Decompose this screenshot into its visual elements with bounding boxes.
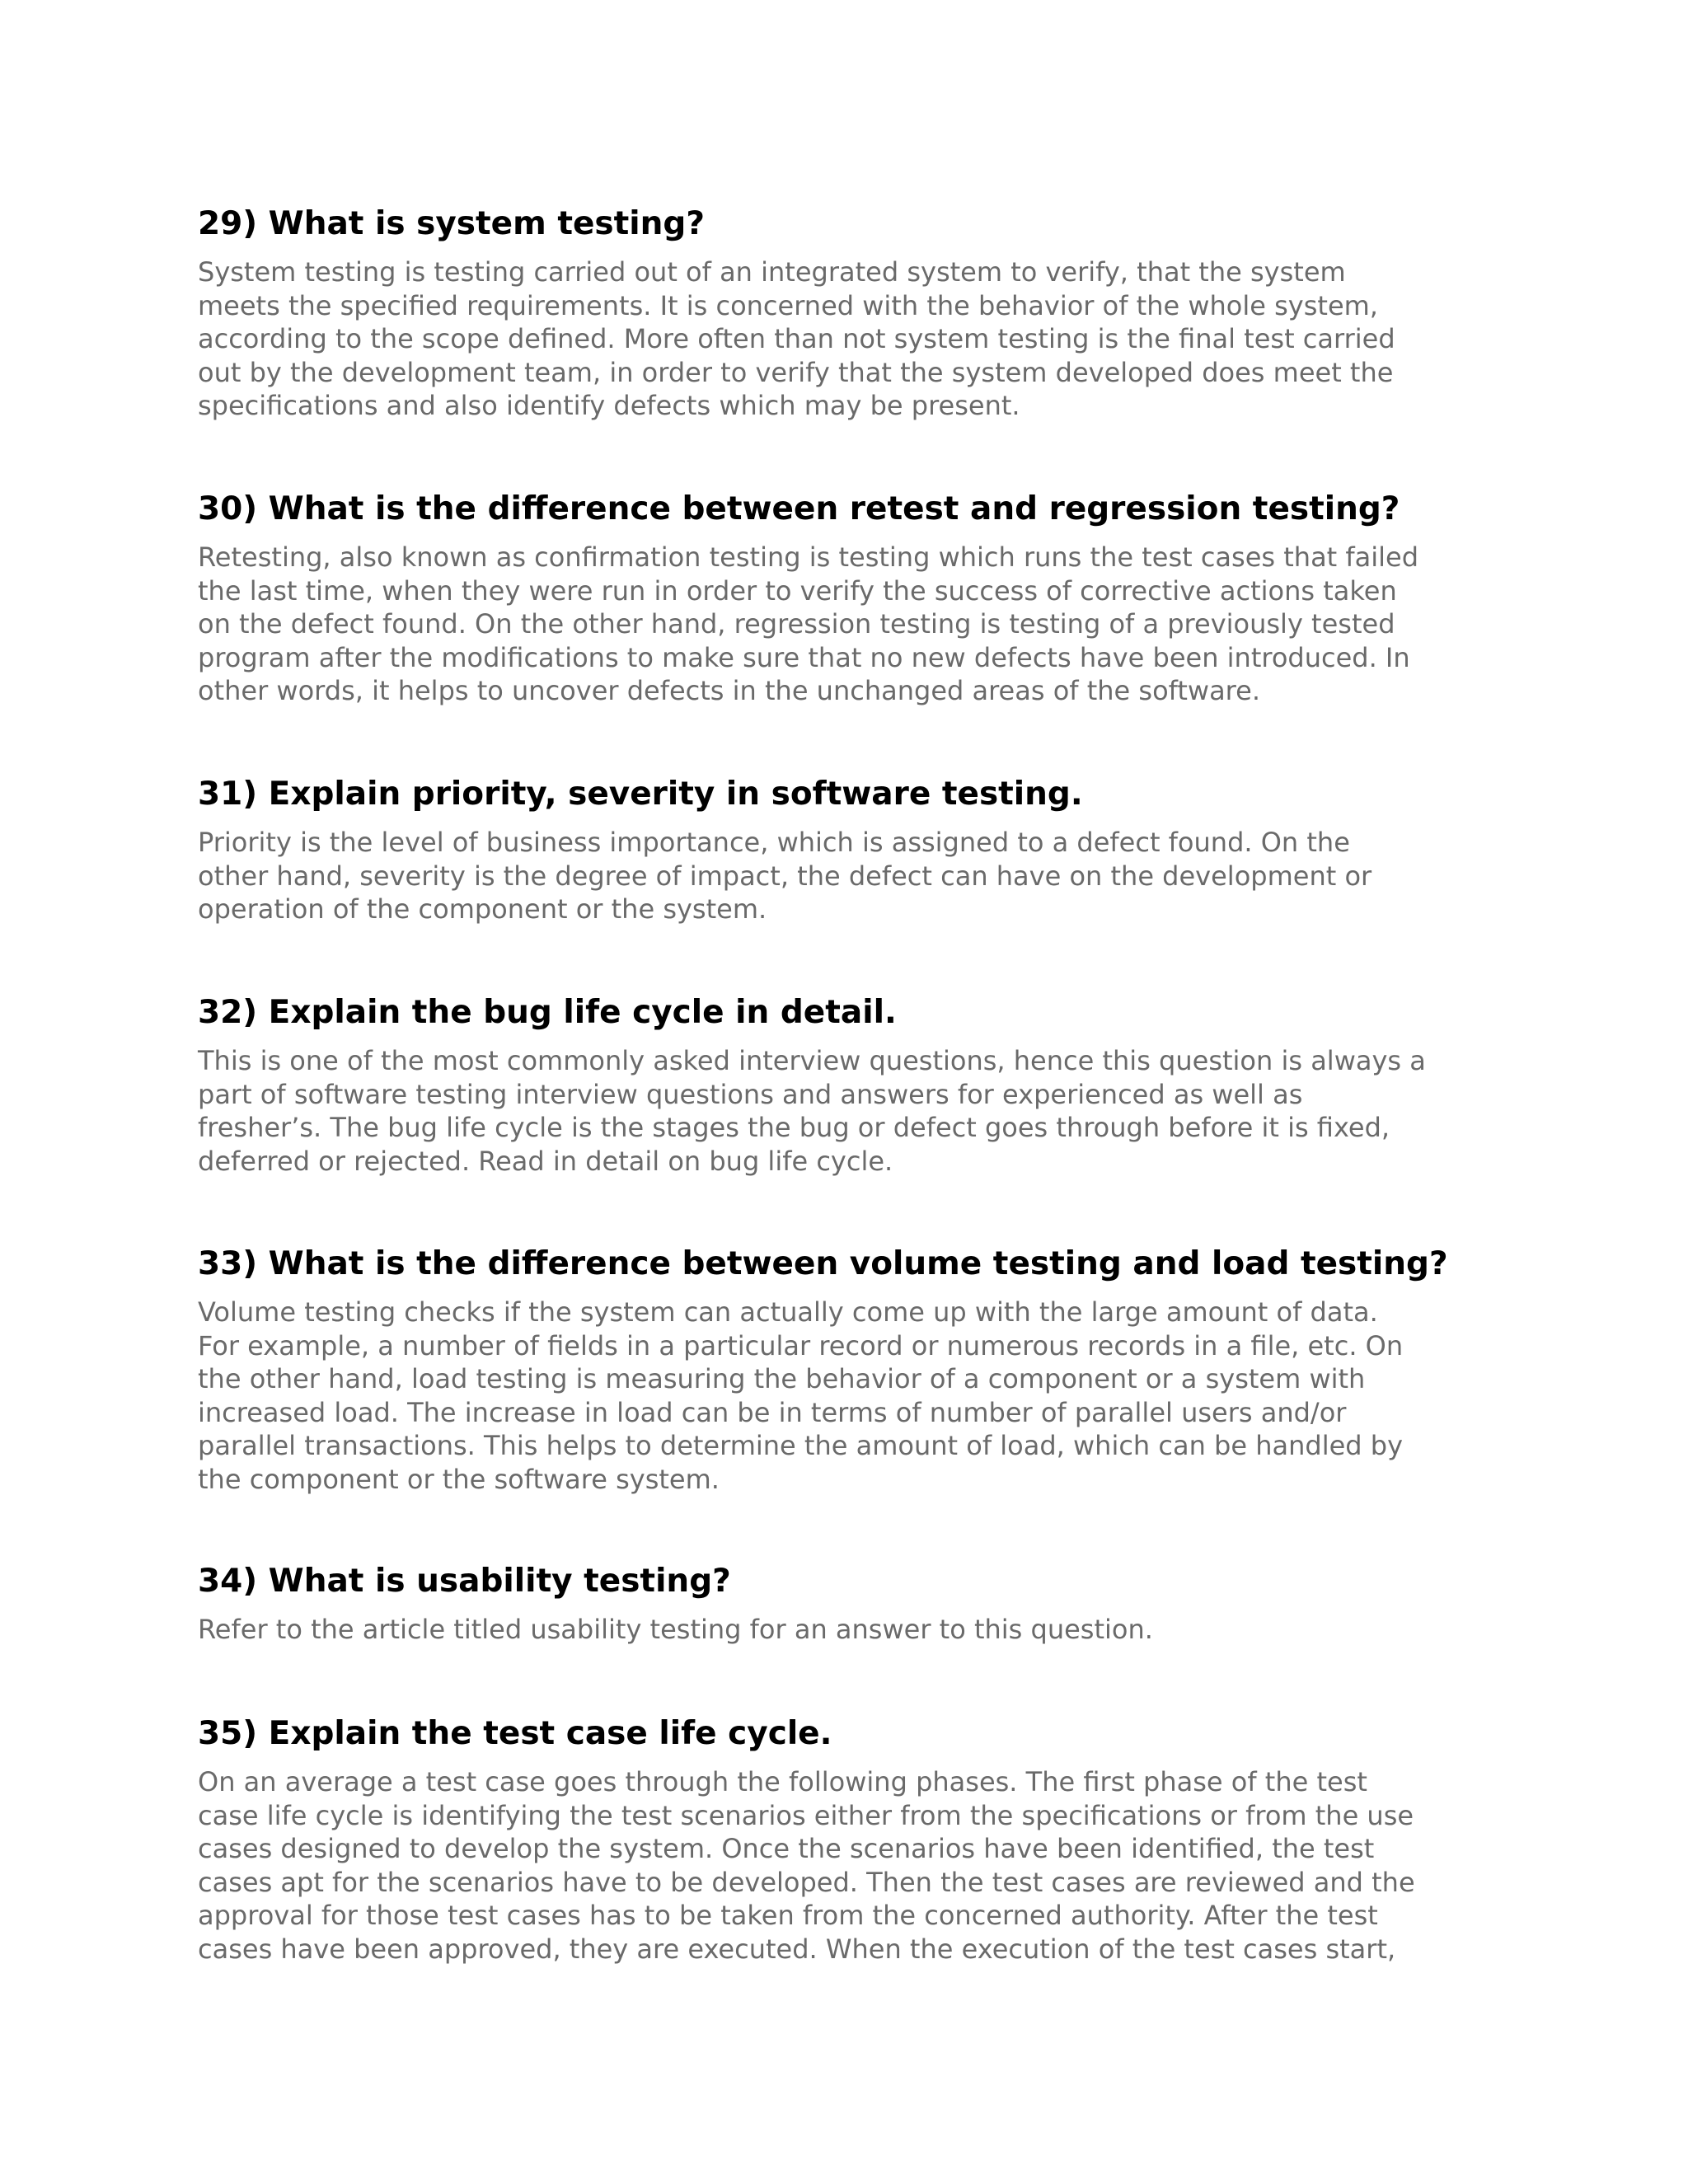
answer-line: System testing is testing carried out of an integrated system to verify, that the system: [198, 256, 1346, 288]
answer-line: Retesting, also known as confirmation testing is testing which runs the test cases that failed: [198, 541, 1419, 573]
answer-line: case life cycle is identifying the test scenarios either from the specifications or from the use: [198, 1799, 1414, 1831]
answer-paragraph: [198, 826, 1500, 926]
answer-line: according to the scope defined. More often than not system testing is the final test carried: [198, 323, 1395, 354]
answer-paragraph: [198, 255, 1500, 423]
qa-section-30: [198, 490, 1500, 708]
answer-line: on the defect found. On the other hand, regression testing is testing of a previously tested: [198, 608, 1395, 640]
answer-line: the last time, when they were run in order to verify the success of corrective actions taken: [198, 574, 1397, 607]
answer-line: Volume testing checks if the system can actually come up with the large amount of data.: [198, 1296, 1378, 1328]
answer-paragraph: [198, 1296, 1500, 1496]
answer-line: Refer to the article titled usability testing for an answer to this question.: [198, 1614, 1153, 1645]
answer-paragraph: [198, 1613, 1500, 1647]
answer-line: other hand, severity is the degree of impact, the defect can have on the development or: [198, 860, 1372, 892]
answer-line: the other hand, load testing is measuring the behavior of a component or a system with: [198, 1363, 1366, 1394]
answer-line: out by the development team, in order to verify that the system developed does meet the: [198, 356, 1394, 388]
answer-line: For example, a number of fields in a particular record or numerous records in a file, etc. On: [198, 1329, 1404, 1361]
answer-line: specifications and also identify defects which may be present.: [198, 390, 1020, 421]
answer-line: meets the specified requirements. It is concerned with the behavior of the whole system,: [198, 289, 1378, 321]
answer-line: fresher’s. The bug life cycle is the stages the bug or defect goes through before it is fixed,: [198, 1112, 1390, 1143]
question-heading: 29) What is system testing?: [198, 205, 705, 242]
qa-section-32: [198, 993, 1500, 1178]
answer-line: other words, it helps to uncover defects in the unchanged areas of the software.: [198, 675, 1260, 706]
answer-line: Priority is the level of business importance, which is assigned to a defect found. On the: [198, 827, 1350, 858]
answer-line: cases apt for the scenarios have to be developed. Then the test cases are reviewed and the: [198, 1866, 1415, 1898]
answer-line: cases designed to develop the system. Once the scenarios have been identified, the test: [198, 1833, 1375, 1864]
qa-section-29: [198, 204, 1500, 423]
answer-line: cases have been approved, they are executed. When the execution of the test cases start,: [198, 1933, 1396, 1965]
answer-line: On an average a test case goes through the following phases. The first phase of the test: [198, 1766, 1367, 1797]
question-heading: 31) Explain priority, severity in software testing.: [198, 776, 1083, 813]
qa-section-33: [198, 1244, 1500, 1496]
answer-paragraph: [198, 1765, 1500, 1966]
answer-line: approval for those test cases has to be taken from the concerned authority. After the test: [198, 1900, 1378, 1931]
qa-section-34: [198, 1562, 1500, 1647]
answer-line: increased load. The increase in load can be in terms of number of parallel users and/or: [198, 1396, 1347, 1428]
answer-line: parallel transactions. This helps to determine the amount of load, which can be handled by: [198, 1430, 1403, 1461]
question-heading: 32) Explain the bug life cycle in detail.: [198, 994, 897, 1031]
answer-line: part of software testing interview questions and answers for experienced as well as: [198, 1078, 1303, 1110]
question-heading: 30) What is the difference between retest and regression testing?: [198, 490, 1400, 527]
answer-paragraph: [198, 541, 1500, 708]
qa-section-31: [198, 775, 1500, 926]
answer-line: program after the modifications to make sure that no new defects have been introduced. In: [198, 641, 1410, 673]
question-heading: 33) What is the difference between volume testing and load testing?: [198, 1245, 1448, 1282]
answer-paragraph: [198, 1044, 1500, 1178]
question-heading: 34) What is usability testing?: [198, 1563, 731, 1600]
answer-line: operation of the component or the system.: [198, 893, 767, 925]
qa-section-35: [198, 1714, 1500, 1966]
answer-line: the component or the software system.: [198, 1463, 720, 1495]
answer-line: deferred or rejected. Read in detail on bug life cycle.: [198, 1145, 893, 1177]
answer-line: This is one of the most commonly asked interview questions, hence this question is always a: [198, 1045, 1426, 1076]
question-heading: 35) Explain the test case life cycle.: [198, 1715, 832, 1752]
